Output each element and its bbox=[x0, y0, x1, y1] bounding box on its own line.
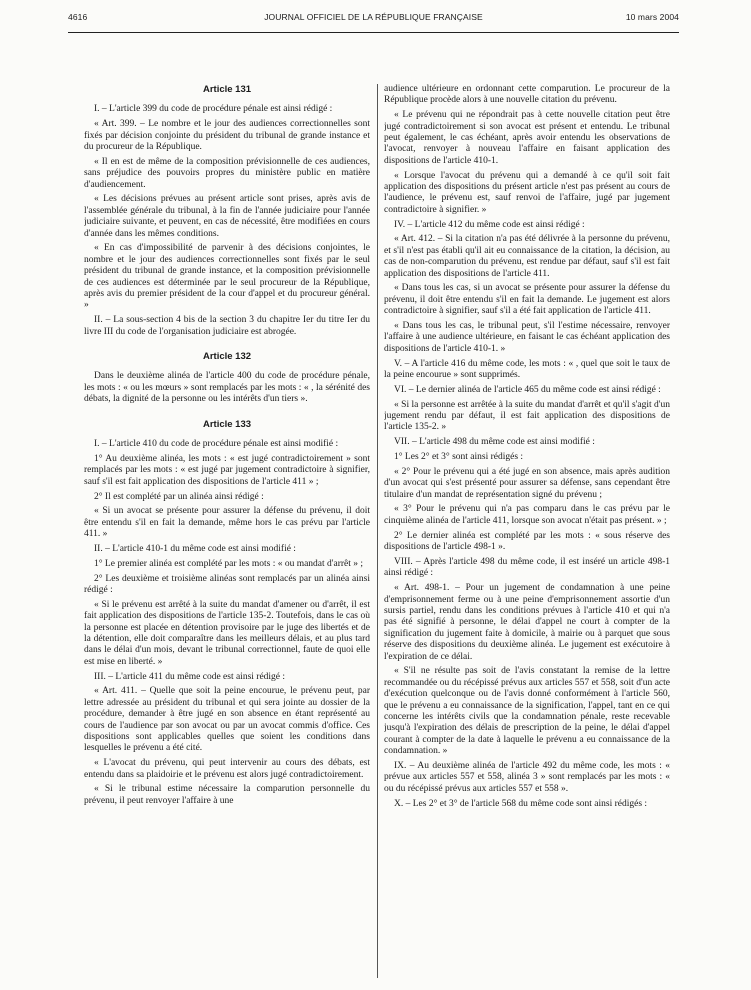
paragraph: IX. – Au deuxième alinéa de l'article 492 du même code, les mots : « prévue aux articles 557 et 558, alinéa 3 » sont remplacés par les mots : « ou du récépissé prévus aux articles 557 et 558 ». bbox=[384, 760, 670, 794]
paragraph: « Si un avocat se présente pour assurer la défense du prévenu, il doit être entendu s'il en fait la demande, même hors le cas prévu par l'article 411. » bbox=[84, 506, 370, 540]
paragraph: « Art. 498-1. – Pour un jugement de condamnation à une peine d'emprisonnement ferme ou à une peine d'emprisonnement assortie d'un sursis partiel, rendu dans les conditions prévues à l'article 410 et qui n'a pas été signifié à personne, le délai d'appel ne court à compter de la signification du jugement faite à domicile, à mairie ou à parquet que sous réserve des dispositions du deuxième alinéa. Le jugement est exécutoire à l'expiration de ce délai. bbox=[384, 583, 670, 662]
paragraph: I. – L'article 399 du code de procédure pénale est ainsi rédigé : bbox=[94, 104, 333, 115]
paragraph: « Art. 411. – Quelle que soit la peine encourue, le prévenu peut, par lettre adressée au président du tribunal et qui sera jointe au dossier de la procédure, demander à être jugé en son absence en étant représenté au cours de l'audience par son avocat ou par un avocat commis d'office. Ces dispositions sont applicables quelles que soient les conditions dans lesquelles le prévenu a été cité. bbox=[84, 686, 370, 754]
paragraph: II. – L'article 410-1 du même code est ainsi modifié : bbox=[94, 543, 296, 554]
paragraph: « Les décisions prévues au présent article sont prises, après avis de l'assemblée générale du tribunal, à la fin de l'année judiciaire pour l'année judiciaire suivante, et peuvent, en cas de nécessité, être modifiées en cours d'année dans les mêmes conditions. bbox=[84, 194, 370, 239]
paragraph: « Si le tribunal estime nécessaire la comparution personnelle du prévenu, il peut renvoyer l'affaire à une bbox=[84, 784, 370, 806]
paragraph: II. – La sous-section 4 bis de la section 3 du chapitre Ier du titre Ier du livre III du code de l'organisation judiciaire est abrogée. bbox=[84, 315, 370, 337]
article-heading: Article 131 bbox=[202, 84, 252, 95]
paragraph: « Il en est de même de la composition prévisionnelle de ces audiences, sans préjudice des pouvoirs propres du ministère public en matière d'audiencement. bbox=[84, 156, 370, 190]
paragraph: 2° Le dernier alinéa est complété par les mots : « sous réserve des dispositions de l'article 498-1 ». bbox=[384, 530, 670, 553]
paragraph: X. – Les 2° et 3° de l'article 568 du même code sont ainsi rédigés : bbox=[394, 798, 648, 809]
paragraph: « Dans tous les cas, si un avocat se présente pour assurer la défense du prévenu, il doit être entendu s'il en fait la demande. Le jugement est alors contradictoire à signifier, sauf s'il a été fait application de l'article 411. bbox=[384, 283, 670, 317]
paragraph: « Art. 399. – Le nombre et le jour des audiences correctionnelles sont fixés par décision conjointe du président du tribunal de grande instance et du procureur de la République. bbox=[84, 119, 370, 153]
right-column bbox=[384, 84, 670, 982]
paragraph: VI. – Le dernier alinéa de l'article 465 du même code est ainsi rédigé : bbox=[394, 384, 661, 395]
paragraph: « Le prévenu qui ne répondrait pas à cette nouvelle citation peut être jugé contradictoirement si son avocat est présent et entendu. Le tribunal peut également, le cas échéant, après avoir entendu les observations de l'avocat, renvoyer à nouveau l'affaire en faisant application des dispositions de l'article 410-1. bbox=[384, 110, 670, 166]
paragraph: 2° Les deuxième et troisième alinéas sont remplacés par un alinéa ainsi rédigé : bbox=[84, 573, 370, 595]
paragraph: IV. – L'article 412 du même code est ainsi rédigé : bbox=[394, 219, 585, 230]
paragraph: 1° Le premier alinéa est complété par les mots : « ou mandat d'arrêt » ; bbox=[94, 558, 364, 569]
paragraph: « 3° Pour le prévenu qui n'a pas comparu dans le cas prévu par le cinquième alinéa de l'article 411, lorsque son avocat n'était pas présent. » ; bbox=[384, 504, 670, 526]
paragraph: « 2° Pour le prévenu qui a été jugé en son absence, mais après audition d'un avocat qui s'est présenté pour assurer sa défense, sans cependant être titulaire d'un mandat de représentation signé du prévenu ; bbox=[384, 466, 670, 500]
left-column bbox=[84, 84, 370, 982]
paragraph: Dans le deuxième alinéa de l'article 400 du code de procédure pénale, les mots : « ou les mœurs » sont remplacés par les mots : « , la sérénité des débats, la dignité de la personne ou les intérêts d'un tiers ». bbox=[84, 371, 370, 405]
column-divider bbox=[377, 84, 378, 978]
paragraph: 1° Au deuxième alinéa, les mots : « est jugé contradictoirement » sont remplacés par les mots : « est jugé par jugement contradictoire à signifier, sauf s'il est fait application des dispositions de l'article 411 » ; bbox=[84, 453, 370, 487]
paragraph: « En cas d'impossibilité de parvenir à des décisions conjointes, le nombre et le jour des audiences correctionnelles sont fixés par le seul président du tribunal de grande instance, et la composition prévisionnelle de ces audiences est déterminée par le seul procureur de la République, après avis du premier président de la cour d'appel et du procureur général. » bbox=[84, 243, 370, 311]
paragraph: V. – A l'article 416 du même code, les mots : « , quel que soit le taux de la peine encourue » sont supprimés. bbox=[384, 358, 670, 381]
page-header bbox=[68, 12, 679, 33]
paragraph: 1° Les 2° et 3° sont ainsi rédigés : bbox=[394, 452, 524, 463]
paragraph: VIII. – Après l'article 498 du même code, il est inséré un article 498-1 ainsi rédigé : bbox=[384, 556, 670, 579]
paragraph: « Art. 412. – Si la citation n'a pas été délivrée à la personne du prévenu, et s'il n'est pas établi qu'il ait eu connaissance de la citation, la décision, au cas de non-comparution du prévenu, est rendue par défaut, sauf s'il est fait application des dispositions de l'article 411. bbox=[384, 234, 670, 279]
paragraph: audience ultérieure en ordonnant cette comparution. Le procureur de la République procède alors à une nouvelle citation du prévenu. bbox=[384, 84, 670, 106]
paragraph: « Si le prévenu est arrêté à la suite du mandat d'amener ou d'arrêt, il est fait application des dispositions de l'article 135-2. Toutefois, dans le cas où la personne est placée en détention provisoire par le juge des libertés et de la détention, elle doit comparaître dans les meilleurs délais, et au plus tard dans le délai d'un mois, devant le tribunal correctionnel, faute de quoi elle est mise en liberté. » bbox=[84, 599, 370, 667]
paragraph: « L'avocat du prévenu, qui peut intervenir au cours des débats, est entendu dans sa plaidoirie et le prévenu est alors jugé contradictoirement. bbox=[84, 758, 370, 780]
paragraph: « Lorsque l'avocat du prévenu qui a demandé à ce qu'il soit fait application des dispositions du présent article n'est pas présent au cours de l'audience, le prévenu est, sauf renvoi de l'affaire, jugé par jugement contradictoire à signifier. » bbox=[384, 170, 670, 215]
article-heading: Article 132 bbox=[202, 351, 252, 363]
paragraph: « S'il ne résulte pas soit de l'avis constatant la remise de la lettre recommandée ou du récépissé prévus aux articles 557 et 558, soit d'un acte d'exécution quelconque ou de l'avis donné conformément à l'article 560, que le prévenu a eu connaissance de la signification, l'appel, tant en ce qui concerne les intérêts civils que la condamnation pénale, reste recevable jusqu'à l'expiration des délais de prescription de la peine, le délai d'appel courant à compter de la date à laquelle le prévenu a eu connaissance de la condamnation. » bbox=[384, 666, 670, 757]
paragraph: « Dans tous les cas, le tribunal peut, s'il l'estime nécessaire, renvoyer l'affaire à une audience ultérieure, en faisant le cas échéant application des dispositions de l'article 410-1. » bbox=[384, 321, 670, 354]
paragraph: III. – L'article 411 du même code est ainsi rédigé : bbox=[94, 671, 286, 682]
article-heading: Article 133 bbox=[202, 418, 252, 430]
publication-date: 10 mars 2004 bbox=[625, 12, 679, 22]
journal-title: JOURNAL OFFICIEL DE LA RÉPUBLIQUE FRANÇAISE bbox=[264, 12, 483, 22]
paragraph: VII. – L'article 498 du même code est ainsi modifié : bbox=[394, 437, 595, 448]
paragraph: I. – L'article 410 du code de procédure pénale est ainsi modifié : bbox=[94, 439, 339, 450]
paragraph: 2° Il est complété par un alinéa ainsi rédigé : bbox=[94, 491, 264, 502]
paragraph: « Si la personne est arrêtée à la suite du mandat d'arrêt et qu'il s'agit d'un jugement rendu par défaut, il est fait application des dispositions de l'article 135-2. » bbox=[384, 399, 670, 433]
page-number: 4616 bbox=[68, 12, 88, 22]
